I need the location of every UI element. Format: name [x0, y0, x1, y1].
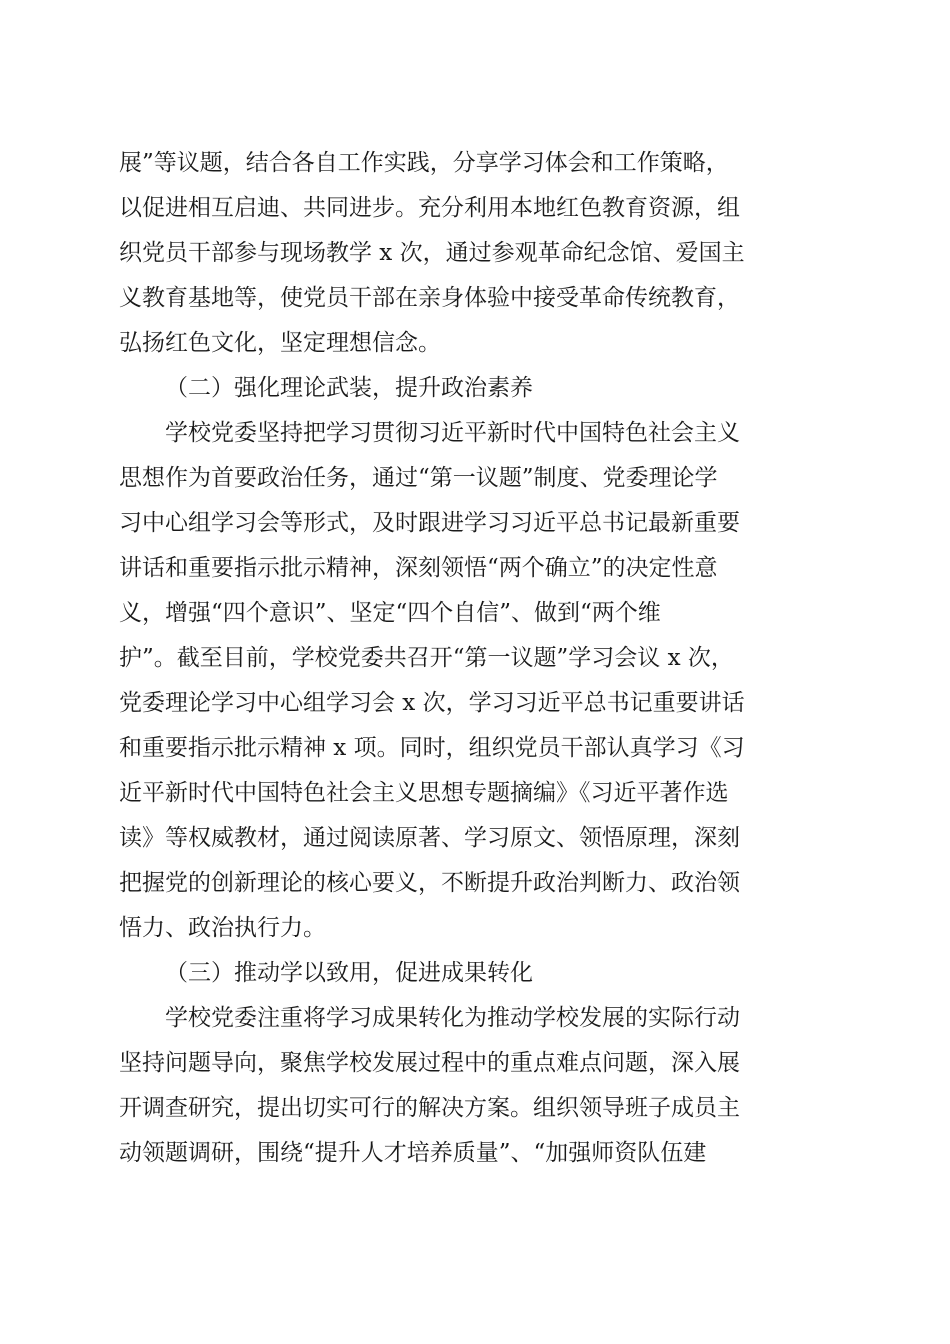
text-line: 动领题调研，围绕“提升人才培养质量”、“加强师资队伍建 [119, 1140, 707, 1166]
text-line: 和重要指示批示精神 x 项。同时，组织党员干部认真学习《习 [119, 735, 745, 761]
text-line: 织党员干部参与现场教学 x 次，通过参观革命纪念馆、爱国主 [119, 240, 745, 266]
section-heading-3: （三）推动学以致用，促进成果转化 [165, 960, 533, 986]
paragraph-start: 学校党委注重将学习成果转化为推动学校发展的实际行动 [165, 1005, 740, 1031]
text-line: 开调查研究，提出切实可行的解决方案。组织领导班子成员主 [119, 1095, 740, 1121]
text-line: 习中心组学习会等形式，及时跟进学习习近平总书记最新重要 [119, 510, 740, 536]
text-line: 党委理论学习中心组学习会 x 次，学习习近平总书记重要讲话 [119, 690, 745, 716]
text-line: 义教育基地等，使党员干部在亲身体验中接受革命传统教育， [119, 285, 740, 311]
text-line: 讲话和重要指示批示精神，深刻领悟“两个确立”的决定性意 [119, 555, 718, 581]
text-line: 弘扬红色文化，坚定理想信念。 [119, 330, 441, 356]
text-line: 把握党的创新理论的核心要义，不断提升政治判断力、政治领 [119, 870, 740, 896]
text-line: 思想作为首要政治任务，通过“第一议题”制度、党委理论学 [119, 465, 718, 491]
text-line: 悟力、政治执行力。 [119, 915, 326, 941]
paragraph-start: 学校党委坚持把学习贯彻习近平新时代中国特色社会主义 [165, 420, 740, 446]
text-line: 坚持问题导向，聚焦学校发展过程中的重点难点问题，深入展 [119, 1050, 740, 1076]
text-line: 展”等议题，结合各自工作实践，分享学习体会和工作策略， [119, 150, 729, 176]
text-line: 护”。截至目前，学校党委共召开“第一议题”学习会议 x 次， [119, 645, 734, 671]
text-line: 读》等权威教材，通过阅读原著、学习原文、领悟原理，深刻 [119, 825, 740, 851]
section-heading-2: （二）强化理论武装，提升政治素养 [165, 375, 533, 401]
text-line: 以促进相互启迪、共同进步。充分利用本地红色教育资源，组 [119, 195, 740, 221]
text-line: 近平新时代中国特色社会主义思想专题摘编》《习近平著作选 [119, 780, 729, 806]
text-line: 义，增强“四个意识”、坚定“四个自信”、做到“两个维 [119, 600, 661, 626]
